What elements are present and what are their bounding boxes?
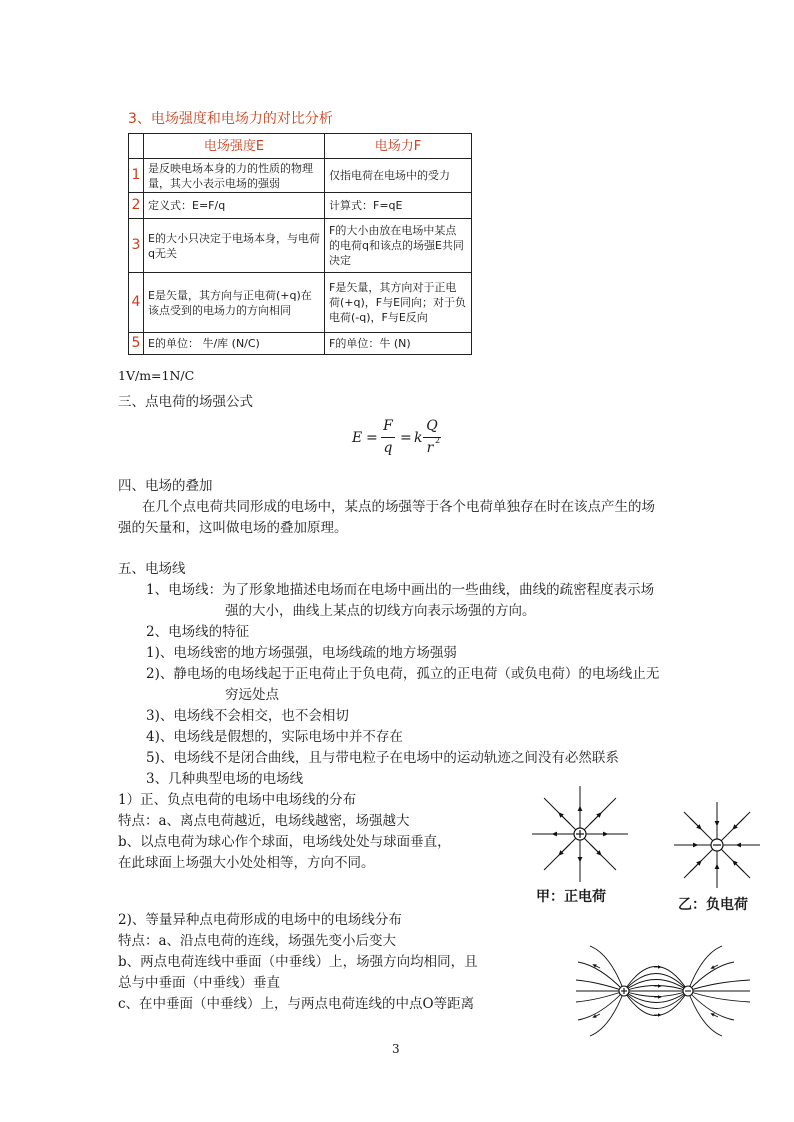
row-num: 1 — [129, 159, 144, 193]
section-five-l9: 5)、电场线不是闭合曲线，且与带电粒子在电场中的运动轨迹之间没有必然联系 — [146, 750, 619, 766]
section-3-title: 3、电场强度和电场力的对比分析 — [128, 111, 333, 127]
unit-note: 1V/m=1N/C — [118, 368, 195, 383]
section-five-l3: 2、电场线的特征 — [146, 624, 250, 640]
row-num: 5 — [129, 333, 144, 355]
part2-l1: 2)、等量异种点电荷形成的电场中的电场线分布 — [118, 912, 402, 928]
section-five-l2: 强的大小，曲线上某点的切线方向表示场强的方向。 — [225, 603, 536, 619]
table-row — [129, 193, 472, 219]
header-e: 电场强度E — [144, 134, 325, 159]
row-e: 是反映电场本身的力的性质的物理量，其大小表示电场的强弱 — [144, 159, 325, 193]
formula-num1: F — [383, 418, 393, 434]
formula-den1: q — [383, 440, 393, 456]
row-f: F的单位：牛 (N) — [325, 333, 472, 355]
negative-charge-field-diagram — [670, 798, 764, 892]
part2-l5: c、在中垂面（中垂线）上，与两点电荷连线的中点O等距离 — [118, 996, 475, 1012]
section-five-l6: 穷远处点 — [225, 687, 279, 703]
section-four-line2: 强的矢量和，这叫做电场的叠加原理。 — [118, 520, 348, 536]
row-num: 4 — [129, 273, 144, 333]
section-five-heading: 五、电场线 — [118, 561, 186, 577]
row-e: E是矢量，其方向与正电荷(+q)在该点受到的电场力的方向相同 — [144, 273, 325, 333]
formula-eq1: = — [366, 430, 378, 446]
part1-l1: 1）正、负点电荷的电场中电场线的分布 — [118, 792, 357, 808]
formula-num2: Q — [426, 418, 438, 434]
part1-l4: 在此球面上场强大小处处相等，方向不同。 — [118, 855, 375, 871]
comparison-table — [128, 133, 472, 355]
table-row — [129, 219, 472, 273]
part2-l4: 总与中垂面（中垂线）垂直 — [118, 975, 280, 991]
row-f: 计算式：F=qE — [325, 193, 472, 219]
section-four-line1: 在几个点电荷共同形成的电场中，某点的场强等于各个电荷单独存在时在该点产生的场 — [142, 499, 655, 515]
formula-eq2: = — [400, 430, 412, 446]
table-row — [129, 273, 472, 333]
row-num: 2 — [129, 193, 144, 219]
formula-den2: r — [426, 440, 434, 456]
section-five-l7: 3)、电场线不会相交，也不会相切 — [146, 708, 349, 724]
table-row — [129, 333, 472, 355]
row-e: 定义式：E=F/q — [144, 193, 325, 219]
part2-l3: b、两点电荷连线中垂面（中垂线）上，场强方向均相同，且 — [118, 954, 478, 970]
row-e: E的大小只决定于电场本身，与电荷q无关 — [144, 219, 325, 273]
caption-positive: 甲：正电荷 — [536, 889, 606, 905]
table-header-row — [129, 134, 472, 159]
field-strength-formula — [352, 418, 452, 464]
part1-l3: b、以点电荷为球心作个球面，电场线处处与球面垂直， — [118, 834, 451, 850]
section-four-heading: 四、电场的叠加 — [118, 478, 213, 494]
table-row — [129, 159, 472, 193]
row-e: E的单位： 牛/库 (N/C) — [144, 333, 325, 355]
formula-k: k — [414, 430, 423, 446]
formula-bar1 — [381, 437, 395, 438]
dipole-field-diagram — [570, 940, 756, 1042]
header-f: 电场力F — [325, 134, 472, 159]
section-five-l5: 2)、静电场的电场线起于正电荷止于负电荷，孤立的正电荷（或负电荷）的电场线止无 — [146, 666, 660, 682]
section-five-l10: 3、几种典型电场的电场线 — [146, 771, 304, 787]
page-number: 3 — [392, 1042, 400, 1056]
section-five-l8: 4)、电场线是假想的，实际电场中并不存在 — [146, 729, 403, 745]
part2-l2: 特点：a、沿点电荷的连线，场强先变小后变大 — [118, 933, 397, 949]
formula-exp: 2 — [435, 436, 441, 445]
row-num: 3 — [129, 219, 144, 273]
section-five-l4: 1)、电场线密的地方场强强，电场线疏的地方场强弱 — [146, 645, 457, 661]
header-num-cell — [129, 134, 144, 159]
row-f: 仅指电荷在电场中的受力 — [325, 159, 472, 193]
formula-lhs: E — [352, 430, 363, 446]
row-f: F的大小由放在电场中某点的电荷q和该点的场强E共同决定 — [325, 219, 472, 273]
section-three-heading: 三、点电荷的场强公式 — [118, 394, 253, 410]
section-five-l1: 1、电场线：为了形象地描述电场而在电场中画出的一些曲线，曲线的疏密程度表示场 — [146, 582, 655, 598]
part1-l2: 特点：a、离点电荷越近，电场线越密，场强越大 — [118, 813, 410, 829]
caption-negative: 乙：负电荷 — [678, 897, 748, 913]
row-f: F是矢量，其方向对于正电荷(+q)，F与E同向；对于负电荷(-q)，F与E反向 — [325, 273, 472, 333]
positive-charge-field-diagram — [528, 782, 632, 886]
